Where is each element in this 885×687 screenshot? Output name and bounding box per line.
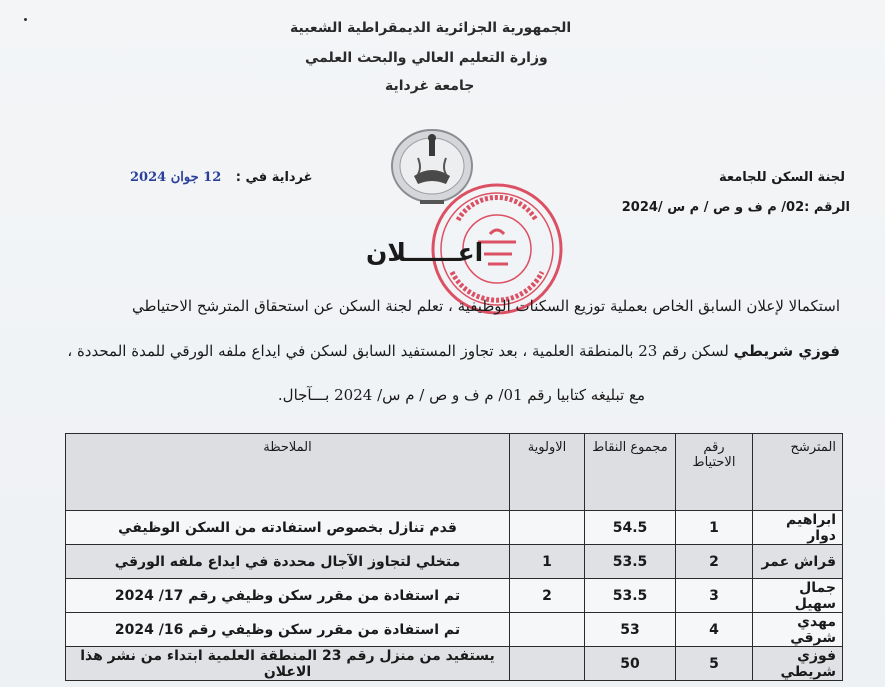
cell-name: فوزي شريطي: [753, 647, 843, 681]
paragraph-line-2: [67, 342, 840, 360]
table-row: [66, 579, 843, 613]
place-label: غرداية في :: [235, 170, 313, 185]
cell-points: 53: [585, 613, 676, 647]
handwritten-date: 12 جوان 2024: [130, 170, 222, 185]
candidates-table: [65, 433, 843, 681]
cell-note: تم استفادة من مقرر سكن وظيفي رقم 17/ 2024: [66, 579, 510, 613]
table-row: [66, 613, 843, 647]
cell-rank: 1: [676, 511, 753, 545]
cell-note: قدم تنازل بخصوص استفادته من السكن الوظيفي: [66, 511, 510, 545]
announcement-title: اعــــــلان: [366, 238, 484, 267]
reference-number: الرقم :02/ م ف و ص / م س /2024: [621, 200, 850, 215]
cell-rank: 3: [676, 579, 753, 613]
cell-priority: [510, 613, 585, 647]
cell-name: ابراهيم دوار: [753, 511, 843, 545]
cell-priority: 2: [510, 579, 585, 613]
cell-points: 53.5: [585, 579, 676, 613]
ministry-header: وزارة التعليم العالي والبحث العلمي: [305, 50, 548, 66]
cell-priority: [510, 511, 585, 545]
paragraph-line-1: استكمالا لإعلان السابق الخاص بعملية توزيع السكنات الوظيفية ، تعلم لجنة السكن عن استحقاق المترشح الاحتياطي: [132, 297, 840, 315]
republic-header: الجمهورية الجزائرية الديمقراطية الشعبية: [290, 20, 572, 36]
paragraph-line-2-rest: لسكن رقم 23 بالمنطقة العلمية ، بعد تجاوز المستفيد السابق لسكن في ايداع ملفه الورقي للمدة المحددة ،: [67, 342, 729, 360]
header-priority: الاولوية: [510, 434, 585, 511]
header-reserve-number: رقم الاحتياط: [676, 434, 753, 511]
table-row: [66, 545, 843, 579]
cell-name: جمال سهيل: [753, 579, 843, 613]
header-total-points: مجموع النقاط: [585, 434, 676, 511]
cell-points: 54.5: [585, 511, 676, 545]
cell-rank: 2: [676, 545, 753, 579]
cell-note: متخلي لتجاوز الآجال محددة في ايداع ملفه الورقي: [66, 545, 510, 579]
cell-name: مهدي شرقي: [753, 613, 843, 647]
cell-rank: 5: [676, 647, 753, 681]
university-header: جامعة غرداية: [385, 78, 475, 94]
cell-points: 50: [585, 647, 676, 681]
cell-note: تم استفادة من مقرر سكن وظيفي رقم 16/ 2024: [66, 613, 510, 647]
cell-name: قراش عمر: [753, 545, 843, 579]
place-date: [130, 170, 313, 185]
housing-committee-label: لجنة السكن للجامعة: [718, 170, 845, 185]
corner-dot: [24, 18, 27, 21]
paragraph-line-3: مع تبليغه كتابيا رقم 01/ م ف و ص / م س/ 2024 بـــآجال.: [277, 386, 645, 404]
table-row: [66, 511, 843, 545]
beneficiary-name: فوزي شريطي: [733, 342, 840, 360]
table-header-row: [66, 434, 843, 511]
cell-priority: [510, 647, 585, 681]
header-candidate: المترشح: [753, 434, 843, 511]
header-note: الملاحظة: [66, 434, 510, 511]
cell-rank: 4: [676, 613, 753, 647]
cell-note: يستفيد من منزل رقم 23 المنطقة العلمية ابتداء من نشر هذا الاعلان: [66, 647, 510, 681]
cell-points: 53.5: [585, 545, 676, 579]
cell-priority: 1: [510, 545, 585, 579]
table-row: [66, 647, 843, 681]
